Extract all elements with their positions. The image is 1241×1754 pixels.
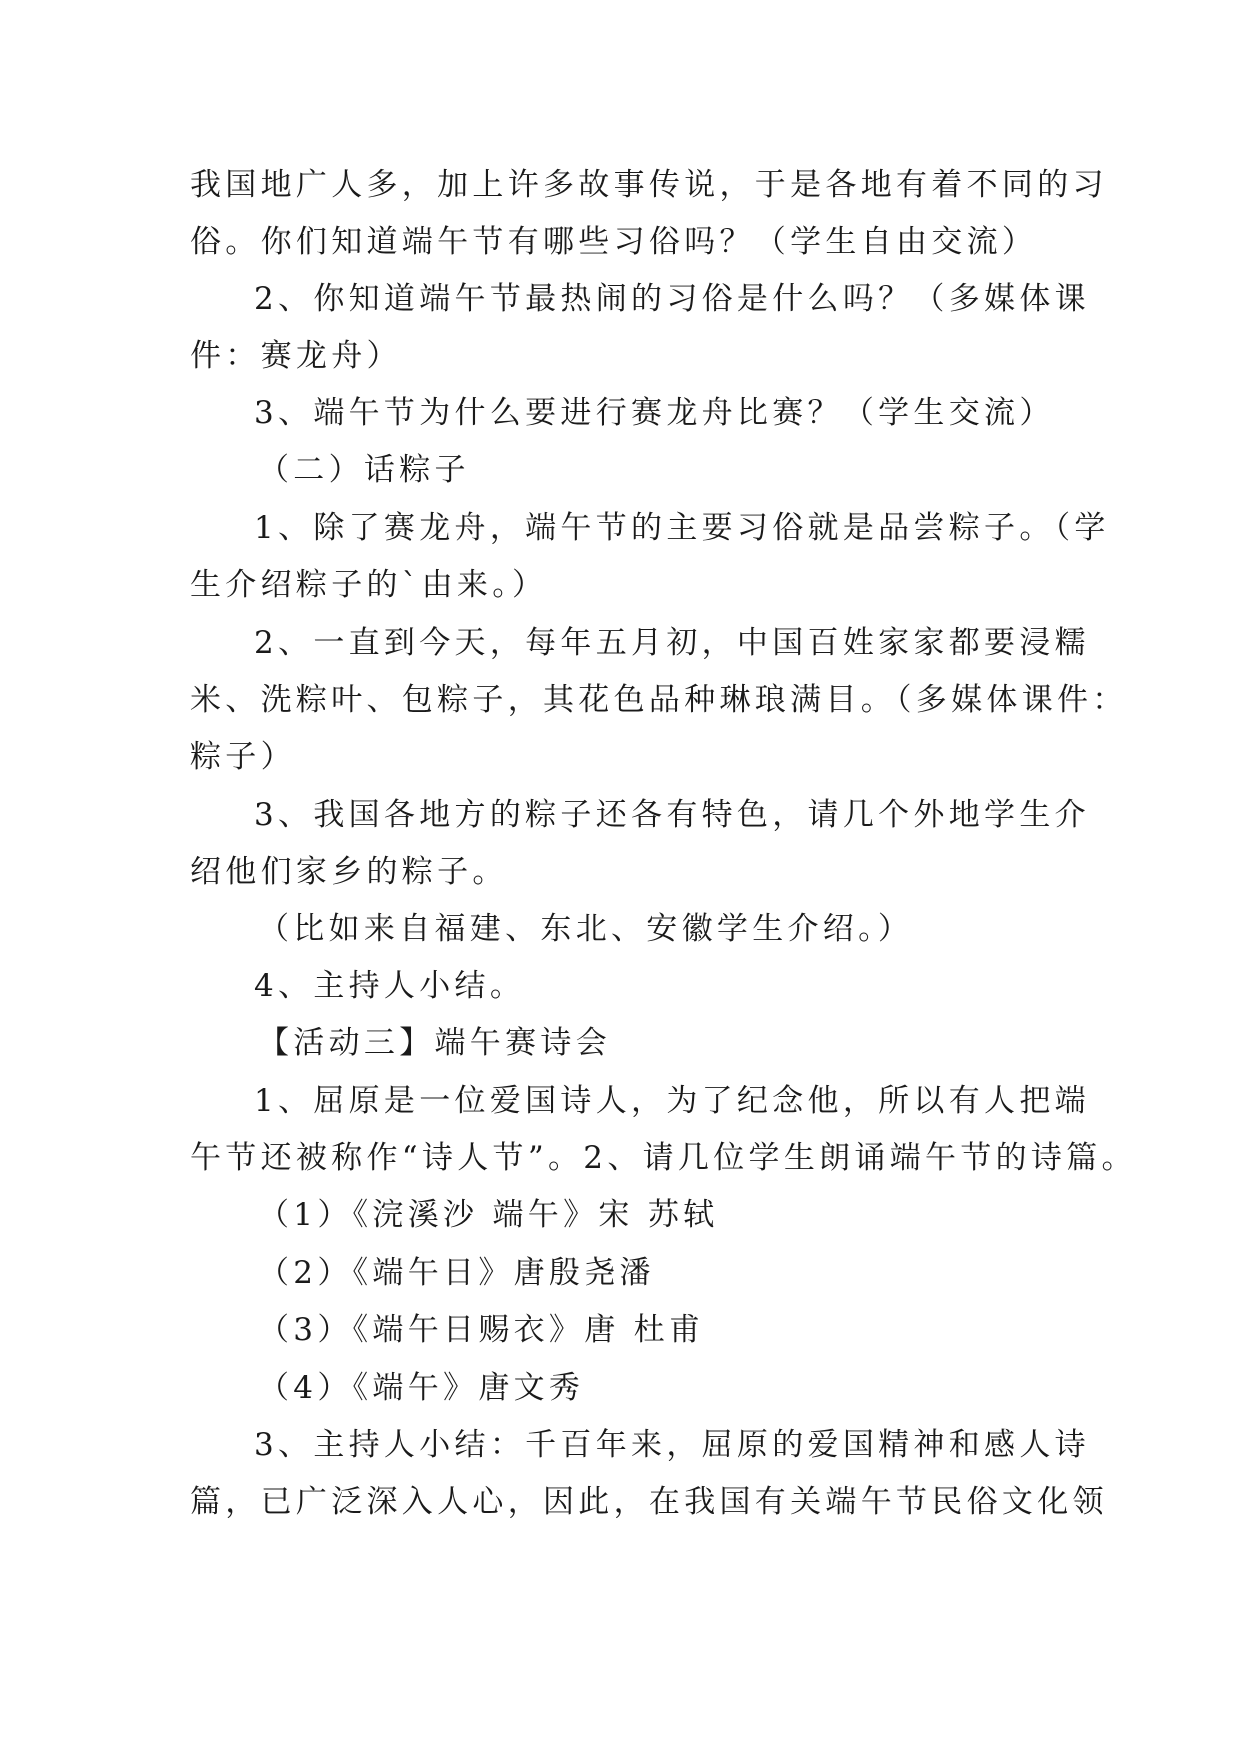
poem-item: （2）《端午日》唐殷尧潘 [258,1255,655,1291]
poem-item: （1）《浣溪沙 端午》宋 苏轼 [258,1197,719,1233]
section-heading: （二）话粽子 [258,452,470,488]
paragraph-line: 3、我国各地方的粽子还各有特色，请几个外地学生介 [254,797,1090,833]
paragraph-line: 粽子） [190,739,296,775]
poem-item: （3）《端午日赐衣》唐 杜甫 [258,1312,705,1348]
paragraph-line: 1、屈原是一位爱国诗人，为了纪念他，所以有人把端 [254,1083,1090,1119]
paragraph-line: （比如来自福建、东北、安徽学生介绍。） [258,911,914,947]
paragraph-line: 4、主持人小结。 [254,968,526,1004]
paragraph-line: 篇，已广泛深入人心，因此，在我国有关端午节民俗文化领 [190,1484,1108,1520]
paragraph-line: 2、一直到今天，每年五月初，中国百姓家家都要浸糯 [254,625,1090,661]
paragraph-line: 3、端午节为什么要进行赛龙舟比赛？（学生交流） [254,395,1055,431]
paragraph-line: 2、你知道端午节最热闹的习俗是什么吗？（多媒体课 [254,281,1090,317]
paragraph-line: 生介绍粽子的`由来。） [190,567,548,603]
paragraph-line: 午节还被称作“诗人节”。2、请几位学生朗诵端午节的诗篇。 [190,1140,1137,1176]
section-heading: 【活动三】端午赛诗会 [258,1025,611,1061]
paragraph-line: 1、除了赛龙舟，端午节的主要习俗就是品尝粽子。（学 [254,510,1110,546]
paragraph-line: 米、洗粽叶、包粽子，其花色品种琳琅满目。（多媒体课件： [190,682,1128,718]
paragraph-line: 件：赛龙舟） [190,338,402,374]
paragraph-line: 3、主持人小结：千百年来，屈原的爱国精神和感人诗 [254,1427,1090,1463]
paragraph-line: 我国地广人多，加上许多故事传说，于是各地有着不同的习 [190,167,1108,203]
poem-item: （4）《端午》唐文秀 [258,1370,585,1406]
paragraph-line: 俗。你们知道端午节有哪些习俗吗？（学生自由交流） [190,224,1038,260]
paragraph-line: 绍他们家乡的粽子。 [190,854,508,890]
